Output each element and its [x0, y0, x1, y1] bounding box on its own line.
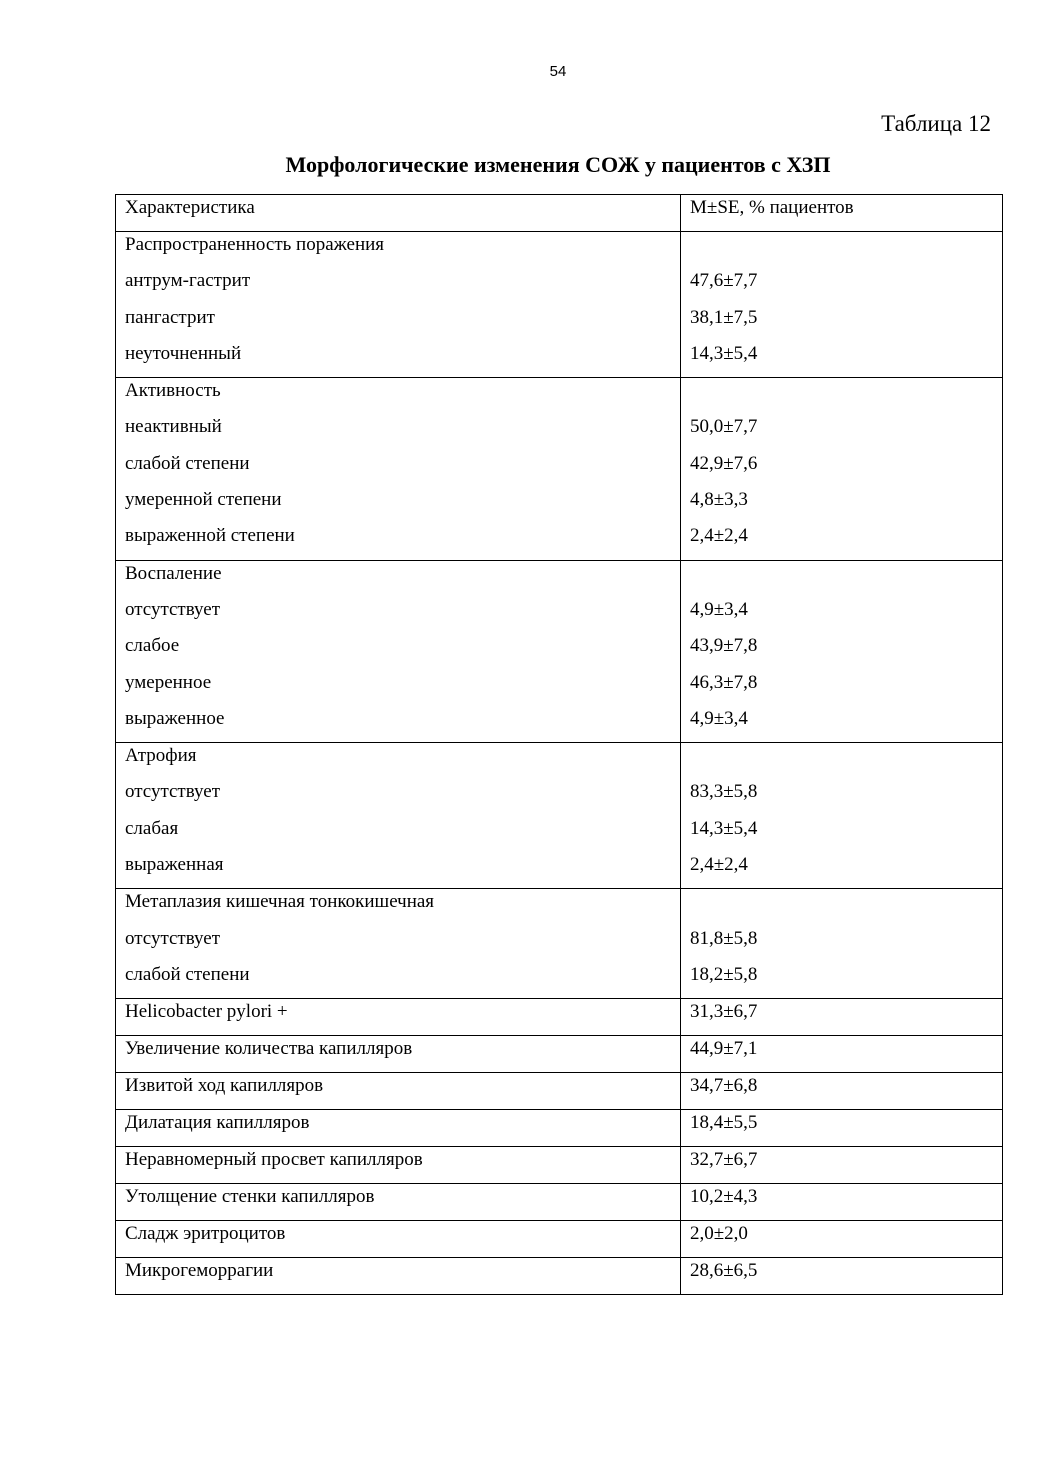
- item-label: выраженное: [125, 707, 225, 729]
- item-label: неактивный: [125, 416, 222, 438]
- row-label: Извитой ход капилляров: [116, 1073, 681, 1110]
- table-row: [116, 999, 1003, 1036]
- table-header-row: [116, 195, 1003, 232]
- item-label: неуточненный: [125, 342, 242, 364]
- table-title: Морфологические изменения СОЖ у пациентов с ХЗП: [285, 152, 831, 177]
- item-value: 14,3±5,4: [690, 342, 758, 364]
- item-label: отсутствует: [125, 598, 221, 620]
- item-label: выраженная: [125, 854, 224, 876]
- group-heading: Метаплазия кишечная тонкокишечная: [125, 891, 435, 913]
- group-heading: Активность: [125, 380, 221, 402]
- item-label: слабой степени: [125, 452, 250, 474]
- item-value: 4,9±3,4: [690, 598, 748, 620]
- table-row: [116, 1110, 1003, 1147]
- table-group-row: [116, 378, 1003, 560]
- group-value-cell: [681, 378, 1003, 560]
- group-heading-spacer: [690, 889, 993, 925]
- row-value: 34,7±6,8: [681, 1073, 1003, 1110]
- table-row: [116, 1184, 1003, 1221]
- item-label: отсутствует: [125, 927, 221, 949]
- header-value: M±SE, % пациентов: [681, 195, 1003, 232]
- row-value: 28,6±6,5: [681, 1258, 1003, 1295]
- group-heading-spacer: [690, 232, 993, 268]
- row-label: Микрогеморрагии: [116, 1258, 681, 1295]
- table-row: [116, 1036, 1003, 1073]
- item-value: 42,9±7,6: [690, 452, 758, 474]
- row-value: 32,7±6,7: [681, 1147, 1003, 1184]
- group-value-cell: [681, 560, 1003, 742]
- page-number: 54: [549, 63, 567, 80]
- item-label: умеренное: [125, 671, 212, 693]
- item-label: отсутствует: [125, 781, 221, 803]
- item-label: слабое: [125, 635, 180, 657]
- group-value-cell: [681, 889, 1003, 999]
- table-label: Таблица 12: [881, 111, 991, 136]
- table-row: [116, 1221, 1003, 1258]
- item-value: 43,9±7,8: [690, 635, 758, 657]
- row-value: 2,0±2,0: [681, 1221, 1003, 1258]
- group-heading-spacer: [690, 743, 993, 779]
- table-row: [116, 1073, 1003, 1110]
- item-value: 14,3±5,4: [690, 817, 758, 839]
- table-group-row: [116, 560, 1003, 742]
- item-value: 50,0±7,7: [690, 416, 758, 438]
- item-value: 47,6±7,7: [690, 270, 758, 292]
- group-heading: Атрофия: [125, 745, 197, 767]
- group-label-cell: [116, 378, 681, 560]
- item-label: выраженной степени: [125, 525, 295, 547]
- row-label: Сладж эритроцитов: [116, 1221, 681, 1258]
- item-value: 18,2±5,8: [690, 963, 758, 985]
- item-value: 83,3±5,8: [690, 781, 758, 803]
- item-value: 38,1±7,5: [690, 306, 758, 328]
- item-value: 4,9±3,4: [690, 707, 748, 729]
- item-value: 2,4±2,4: [690, 525, 748, 547]
- item-label: слабая: [125, 817, 179, 839]
- group-value-cell: [681, 743, 1003, 889]
- row-value: 18,4±5,5: [681, 1110, 1003, 1147]
- table-body: [116, 195, 1003, 1295]
- item-value: 4,8±3,3: [690, 489, 748, 511]
- row-label: Helicobacter pylori +: [116, 999, 681, 1036]
- item-label: антрум-гастрит: [125, 270, 251, 292]
- group-heading: Распространенность поражения: [125, 234, 385, 255]
- row-value: 44,9±7,1: [681, 1036, 1003, 1073]
- item-label: умеренной степени: [125, 489, 282, 511]
- item-label: слабой степени: [125, 963, 250, 985]
- item-label: пангастрит: [125, 306, 215, 328]
- table-group-row: [116, 232, 1003, 378]
- item-value: 46,3±7,8: [690, 671, 758, 693]
- group-label-cell: [116, 560, 681, 742]
- group-heading-spacer: [690, 561, 993, 597]
- morphology-table: [115, 194, 1003, 1295]
- group-label-cell: [116, 743, 681, 889]
- group-heading-spacer: [690, 378, 993, 414]
- row-label: Увеличение количества капилляров: [116, 1036, 681, 1073]
- header-characteristic: Характеристика: [116, 195, 681, 232]
- row-label: Неравномерный просвет капилляров: [116, 1147, 681, 1184]
- row-label: Утолщение стенки капилляров: [116, 1184, 681, 1221]
- table-group-row: [116, 743, 1003, 889]
- row-value: 10,2±4,3: [681, 1184, 1003, 1221]
- group-value-cell: [681, 232, 1003, 378]
- table-row: [116, 1258, 1003, 1295]
- item-value: 81,8±5,8: [690, 927, 758, 949]
- table-group-row: [116, 889, 1003, 999]
- row-value: 31,3±6,7: [681, 999, 1003, 1036]
- table-row: [116, 1147, 1003, 1184]
- group-label-cell: [116, 889, 681, 999]
- row-label: Дилатация капилляров: [116, 1110, 681, 1147]
- item-value: 2,4±2,4: [690, 854, 748, 876]
- group-heading: Воспаление: [125, 562, 222, 584]
- group-label-cell: [116, 232, 681, 378]
